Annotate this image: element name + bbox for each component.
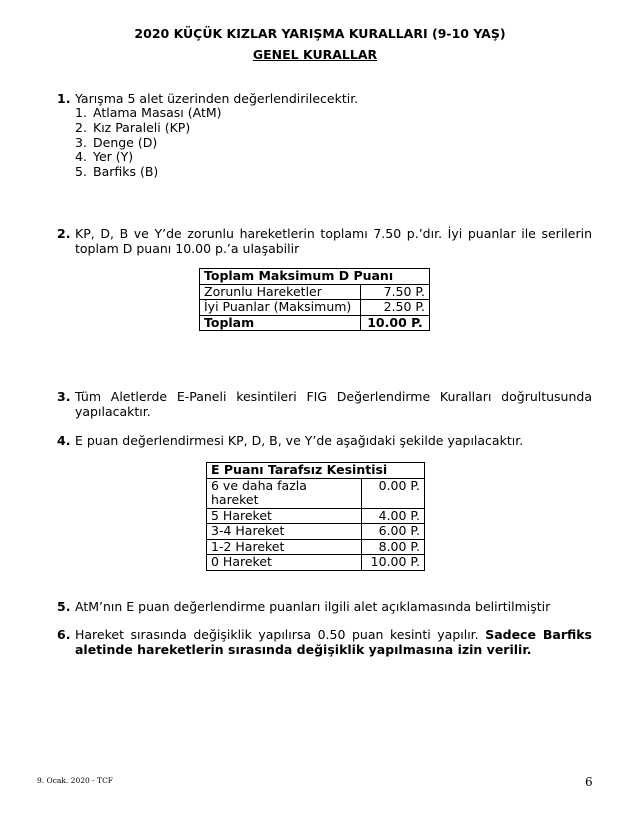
rule-number: 5.	[57, 599, 71, 614]
table-row: 1-2 Hareket 8.00 P.	[207, 539, 425, 555]
list-item: 5. Barfiks (B)	[75, 164, 159, 180]
max-d-score-table	[199, 268, 430, 331]
list-item: 1. Atlama Masası (AtM)	[75, 105, 222, 120]
table-header: Toplam Maksimum D Puanı	[200, 269, 430, 285]
rule-text: Yarışma 5 alet üzerinden değerlendirilecektir.	[75, 91, 359, 106]
rule-text: AtM’nın E puan değerlendirme puanları ilgili alet açıklamasında belirtilmiştir	[75, 599, 551, 614]
rule-5	[57, 599, 592, 614]
section-heading: GENEL KURALLAR	[252, 47, 378, 62]
footer-date: 9. Ocak. 2020 - TCF	[37, 776, 114, 785]
rule-number: 3.	[57, 389, 71, 404]
rule-number: 1.	[57, 91, 71, 106]
table-row: Zorunlu Hareketler 7.50 P.	[200, 284, 430, 300]
table-row: 6 ve daha fazla hareket 0.00 P.	[207, 478, 425, 508]
list-item: 4. Yer (Y)	[75, 149, 134, 165]
rule-number: 4.	[57, 433, 71, 448]
table-row-total: Toplam 10.00 P.	[200, 315, 430, 331]
rule-2	[57, 226, 592, 256]
apparatus-list	[57, 106, 592, 180]
rule-text: KP, D, B ve Y’de zorunlu hareketlerin toplamı 7.50 p.’dır. İyi puanlar ile serilerin toplam D puanı 10.00 p.’a ulaşabilir	[75, 226, 592, 256]
rule-text: Tüm Aletlerde E-Paneli kesintileri FIG Değerlendirme Kuralları doğrultusunda yapılacaktır.	[75, 389, 592, 419]
rule-text: E puan değerlendirmesi KP, D, B, ve Y’de aşağıdaki şekilde yapılacaktır.	[75, 433, 524, 448]
table-row: 5 Hareket 4.00 P.	[207, 508, 425, 524]
rule-number: 2.	[57, 226, 71, 241]
list-item: 2. Kız Paraleli (KP)	[75, 119, 191, 135]
rule-1	[57, 91, 592, 180]
rule-number: 6.	[57, 627, 71, 642]
rule-6	[57, 627, 592, 657]
table-row: İyi Puanlar (Maksimum) 2.50 P.	[200, 300, 430, 316]
table-header: E Puanı Tarafsız Kesintisi	[207, 463, 425, 479]
rule-4	[57, 433, 592, 448]
document-title: 2020 KÜÇÜK KIZLAR YARIŞMA KURALLARI (9-10 YAŞ)	[134, 26, 506, 41]
table-row: 3-4 Hareket 6.00 P.	[207, 524, 425, 540]
e-score-deduction-table	[206, 462, 425, 571]
page-number: 6	[585, 775, 593, 789]
list-item: 3. Denge (D)	[75, 134, 158, 150]
rule-text: Hareket sırasında değişiklik yapılırsa 0.50 puan kesinti yapılır. Sadece Barfiks aletinde hareketlerin sırasında değişiklik yapılmasına izin verilir.	[75, 627, 593, 657]
rule-emphasis: Sadece Barfiks aletinde hareketlerin sırasında değişiklik yapılmasına izin verilir.	[75, 627, 593, 657]
rule-3	[57, 389, 592, 419]
table-row: 0 Hareket 10.00 P.	[207, 555, 425, 571]
